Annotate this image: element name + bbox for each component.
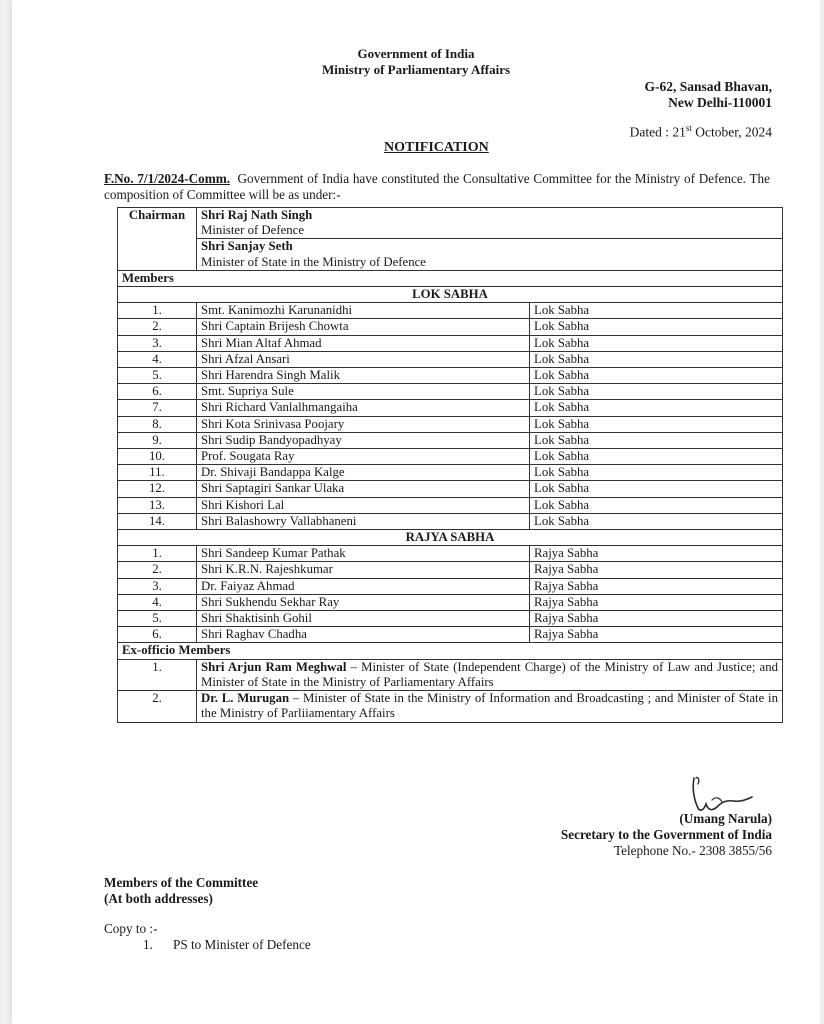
member-house: Lok Sabha <box>530 351 783 367</box>
lok-sabha-row <box>118 368 783 384</box>
ex-officio-description: – Minister of State in the Ministry of Information and Broadcasting ; and Minister of State in the Ministry of Parliiamentary Affairs <box>201 691 778 721</box>
member-house: Rajya Sabha <box>530 546 783 562</box>
member-name: Shri Captain Brijesh Chowta <box>197 319 530 335</box>
rajya-sabha-row <box>118 594 783 610</box>
member-house: Rajya Sabha <box>530 578 783 594</box>
rajya-sabha-rows <box>118 546 783 643</box>
member-house: Lok Sabha <box>530 432 783 448</box>
lok-sabha-row <box>118 303 783 319</box>
rajya-sabha-row <box>118 611 783 627</box>
member-house: Lok Sabha <box>530 319 783 335</box>
copy-item-text: PS to Minister of Defence <box>173 937 311 952</box>
member-number: 1. <box>118 303 197 319</box>
lok-sabha-row <box>118 416 783 432</box>
member-house: Rajya Sabha <box>530 562 783 578</box>
chairman-label: Chairman <box>118 208 197 271</box>
member-house: Rajya Sabha <box>530 594 783 610</box>
lok-sabha-rows <box>118 303 783 530</box>
member-name: Shri Balashowry Vallabhaneni <box>197 513 530 529</box>
member-number: 10. <box>118 449 197 465</box>
members-label: Members <box>118 270 783 286</box>
address-line-1: G-62, Sansad Bhavan, <box>644 79 772 94</box>
lok-sabha-row <box>118 449 783 465</box>
member-number: 11. <box>118 465 197 481</box>
ex-officio-name: Shri Arjun Ram Meghwal <box>201 659 347 674</box>
member-name: Shri K.R.N. Rajeshkumar <box>197 562 530 578</box>
document-page <box>12 0 820 1024</box>
notification-title: NOTIFICATION <box>384 140 489 155</box>
member-house: Lok Sabha <box>530 497 783 513</box>
addressee-line-2: (At both addresses) <box>104 891 213 906</box>
member-house: Rajya Sabha <box>530 627 783 643</box>
member-number: 2. <box>118 562 197 578</box>
ex-officio-name: Dr. L. Murugan <box>201 691 290 706</box>
member-house: Lok Sabha <box>530 368 783 384</box>
lok-sabha-row <box>118 513 783 529</box>
member-name: Dr. Shivaji Bandappa Kalge <box>197 465 530 481</box>
member-name: Shri Sudip Bandyopadhyay <box>197 432 530 448</box>
ex-officio-entry <box>197 659 783 690</box>
member-house: Rajya Sabha <box>530 611 783 627</box>
lok-sabha-row <box>118 481 783 497</box>
ex-officio-row <box>118 691 783 722</box>
lok-sabha-row <box>118 384 783 400</box>
member-name: Shri Sukhendu Sekhar Ray <box>197 594 530 610</box>
chairman-name: Shri Raj Nath Singh <box>201 208 313 222</box>
member-number: 3. <box>118 578 197 594</box>
member-number: 5. <box>118 368 197 384</box>
lok-sabha-row <box>118 400 783 416</box>
date-sup: st <box>685 123 692 133</box>
member-number: 12. <box>118 481 197 497</box>
signatory-telephone: Telephone No.- 2308 3855/56 <box>613 843 772 858</box>
member-house: Lok Sabha <box>530 384 783 400</box>
member-number: 8. <box>118 416 197 432</box>
lok-sabha-heading: LOK SABHA <box>118 287 783 303</box>
member-name: Dr. Faiyaz Ahmad <box>197 578 530 594</box>
member-number: 14. <box>118 513 197 529</box>
member-name: Shri Saptagiri Sankar Ulaka <box>197 481 530 497</box>
rajya-sabha-row <box>118 546 783 562</box>
member-house: Lok Sabha <box>530 335 783 351</box>
copy-to-label: Copy to :- <box>104 921 158 936</box>
member-name: Shri Sandeep Kumar Pathak <box>197 546 530 562</box>
file-number: F.No. 7/1/2024-Comm. <box>104 171 230 186</box>
lok-sabha-row <box>118 351 783 367</box>
member-number: 1. <box>118 546 197 562</box>
lok-sabha-row <box>118 465 783 481</box>
chairman-name: Shri Sanjay Seth <box>201 239 293 254</box>
member-number: 4. <box>118 594 197 610</box>
member-number: 13. <box>118 497 197 513</box>
member-number: 5. <box>118 611 197 627</box>
member-name: Shri Afzal Ansari <box>197 351 530 367</box>
copy-item-number: 1. <box>143 937 153 952</box>
date-prefix: Dated : 21 <box>629 124 686 140</box>
ex-officio-row <box>118 659 783 690</box>
chairman-cell <box>197 208 783 239</box>
committee-table <box>117 207 783 723</box>
member-house: Lok Sabha <box>530 513 783 529</box>
signatory-designation: Secretary to the Government of India <box>560 827 772 842</box>
member-name: Shri Kota Srinivasa Poojary <box>197 416 530 432</box>
member-number: 9. <box>118 432 197 448</box>
chairman-role: Minister of Defence <box>201 223 305 238</box>
member-name: Shri Kishori Lal <box>197 497 530 513</box>
header-government: Government of India <box>357 46 475 61</box>
rajya-sabha-row <box>118 562 783 578</box>
member-name: Shri Richard Vanlalhmangaiha <box>197 400 530 416</box>
ex-officio-entry <box>197 691 783 722</box>
rajya-sabha-row <box>118 627 783 643</box>
chairman-cell <box>197 239 783 270</box>
member-number: 2. <box>118 319 197 335</box>
member-name: Shri Shaktisinh Gohil <box>197 611 530 627</box>
member-house: Lok Sabha <box>530 303 783 319</box>
rajya-sabha-row <box>118 578 783 594</box>
member-house: Lok Sabha <box>530 465 783 481</box>
signatory-name: (Umang Narula) <box>679 811 772 826</box>
member-name: Shri Harendra Singh Malik <box>197 368 530 384</box>
member-number: 4. <box>118 351 197 367</box>
member-house: Lok Sabha <box>530 416 783 432</box>
ex-officio-description: – Minister of State (Independent Charge) of the Ministry of Law and Justice; and Minister of State in the Ministry of Parliamentary Affairs <box>201 659 779 689</box>
date-line <box>630 123 772 141</box>
address-line-2: New Delhi-110001 <box>668 95 772 110</box>
ex-officio-number: 2. <box>118 691 197 722</box>
intro-paragraph <box>104 171 770 203</box>
header-ministry: Ministry of Parliamentary Affairs <box>321 62 511 77</box>
chairman-role: Minister of State in the Ministry of Defence <box>201 254 426 269</box>
intro-text: Government of India have constituted the Consultative Committee for the Ministry of Defence. The composition of Committee will be as under:- <box>104 171 770 202</box>
member-name: Shri Mian Altaf Ahmad <box>197 335 530 351</box>
member-house: Lok Sabha <box>530 481 783 497</box>
lok-sabha-row <box>118 335 783 351</box>
member-house: Lok Sabha <box>530 449 783 465</box>
ex-officio-label: Ex-officio Members <box>118 643 783 659</box>
member-number: 3. <box>118 335 197 351</box>
member-house: Lok Sabha <box>530 400 783 416</box>
date-suffix: October, 2024 <box>691 124 772 140</box>
member-name: Smt. Kanimozhi Karunanidhi <box>197 303 530 319</box>
addressee-line-1: Members of the Committee <box>104 875 259 890</box>
member-name: Prof. Sougata Ray <box>197 449 530 465</box>
member-number: 7. <box>118 400 197 416</box>
lok-sabha-row <box>118 319 783 335</box>
member-number: 6. <box>118 627 197 643</box>
lok-sabha-row <box>118 497 783 513</box>
ex-officio-number: 1. <box>118 659 197 690</box>
rajya-sabha-heading: RAJYA SABHA <box>118 530 783 546</box>
member-name: Smt. Supriya Sule <box>197 384 530 400</box>
copy-item <box>143 937 311 953</box>
lok-sabha-row <box>118 432 783 448</box>
member-number: 6. <box>118 384 197 400</box>
member-name: Shri Raghav Chadha <box>197 627 530 643</box>
ex-officio-rows <box>118 659 783 722</box>
